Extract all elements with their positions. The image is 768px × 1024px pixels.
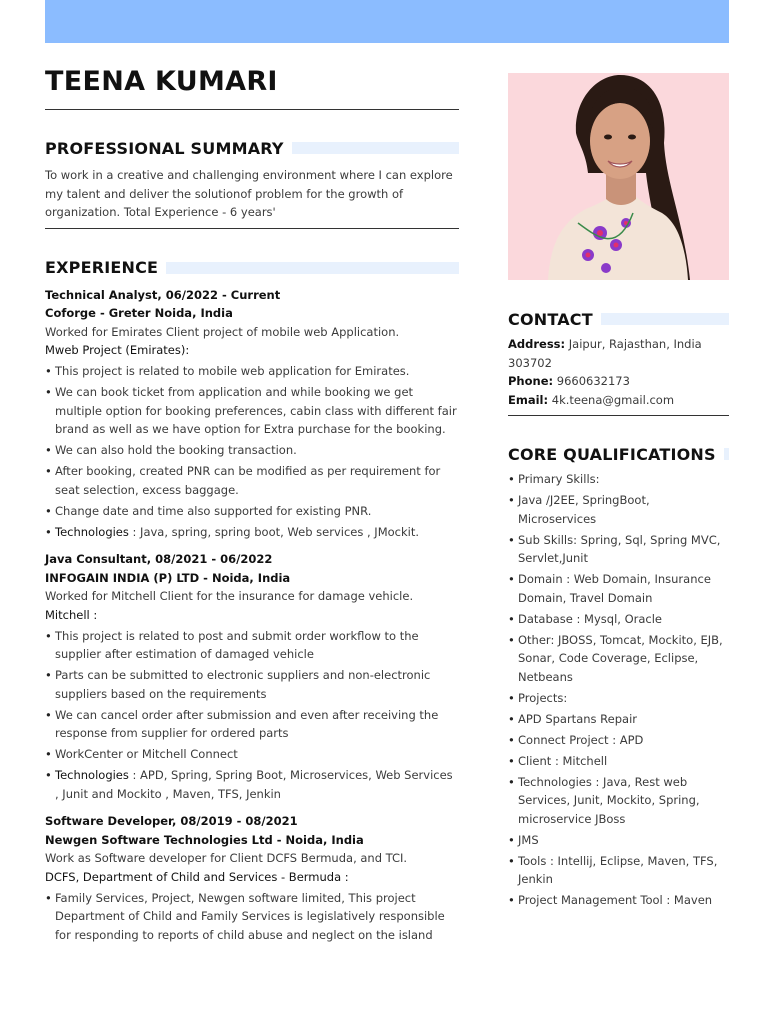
- job-dates: , 06/2022 - Current: [157, 287, 281, 302]
- contact-title: CONTACT: [508, 309, 593, 329]
- list-item: • Domain : Web Domain, Insurance Domain, Travel Domain: [508, 570, 729, 607]
- qualifications-title: CORE QUALIFICATIONS: [508, 444, 716, 464]
- list-item: • After booking, created PNR can be modified as per requirement for seat selection, excess baggage.: [45, 462, 459, 499]
- contact-details: [508, 335, 729, 409]
- qualifications-heading-fill: [724, 448, 729, 460]
- job-dates: , 08/2019 - 08/2021: [172, 814, 298, 828]
- job-bullets: [45, 889, 459, 945]
- list-item: • JMS: [508, 831, 729, 850]
- list-item: • Tools : Intellij, Eclipse, Maven, TFS, Jenkin: [508, 852, 729, 889]
- main-column: [45, 64, 459, 947]
- side-column: [508, 73, 729, 912]
- summary-heading-fill: [292, 142, 459, 154]
- list-item: • Other: JBOSS, Tomcat, Mockito, EJB, Sonar, Code Coverage, Eclipse, Netbeans: [508, 631, 729, 687]
- list-item: • Parts can be submitted to electronic suppliers and non-electronic suppliers based on the requirements: [45, 666, 459, 703]
- job-company: Coforge - Greter Noida, India: [45, 306, 233, 320]
- job-role: Software Developer: [45, 814, 173, 828]
- job-entry: [45, 812, 459, 944]
- job-bullets: [45, 627, 459, 804]
- summary-divider: [45, 228, 459, 229]
- job-entry: [45, 286, 459, 542]
- job-company: Newgen Software Technologies Ltd - Noida, India: [45, 832, 364, 847]
- contact-phone: Phone: 9660632173: [508, 374, 630, 388]
- contact-divider: [508, 415, 729, 416]
- list-item: • Sub Skills: Spring, Sql, Spring MVC, Servlet,Junit: [508, 531, 729, 568]
- job-project: Mitchell :: [45, 607, 98, 622]
- job-role: Java Consultant: [45, 552, 147, 566]
- list-item: • Client : Mitchell: [508, 752, 729, 771]
- contact-email[interactable]: Email: 4k.teena@gmail.com: [508, 392, 675, 407]
- job-title-line: [45, 812, 459, 831]
- job-role: Technical Analyst: [45, 287, 158, 302]
- header-accent-bar: [45, 0, 729, 43]
- job-company: INFOGAIN INDIA (P) LTD - Noida, India: [45, 570, 291, 585]
- summary-text: To work in a creative and challenging environment where I can explore my talent and deliver the solutionof problem for the growth of organization. Total Experience - 6 years': [45, 168, 453, 219]
- contact-heading: [508, 307, 729, 331]
- list-item: • We can book ticket from application and while booking we get multiple option for booking preferences, cabin class with different fair brand as well as we have option for Extra purchase for the booking.: [45, 383, 459, 439]
- contact-heading-fill: [601, 313, 729, 325]
- list-item: • WorkCenter or Mitchell Connect: [45, 745, 459, 764]
- list-item: • We can also hold the booking transaction.: [45, 441, 459, 460]
- job-description: Worked for Emirates Client project of mobile web Application.: [45, 324, 400, 339]
- profile-photo: [508, 73, 729, 280]
- job-description: Work as Software developer for Client DCFS Bermuda, and TCI.: [45, 851, 408, 865]
- experience-title: EXPERIENCE: [45, 258, 159, 277]
- list-item: • Technologies : Java, Rest web Services, Junit, Mockito, Spring, microservice JBoss: [508, 773, 729, 829]
- list-item: • Database : Mysql, Oracle: [508, 610, 729, 629]
- job-project: DCFS, Department of Child and Services - Bermuda :: [45, 869, 349, 884]
- list-item: • Project Management Tool : Maven: [508, 891, 729, 910]
- job-title-line: [45, 286, 459, 305]
- list-item-technologies: • Technologies : APD, Spring, Spring Boot, Microservices, Web Services , Junit and Mockito , Maven, TFS, Jenkin: [45, 766, 459, 803]
- list-item: • APD Spartans Repair: [508, 710, 729, 729]
- profile-photo-illustration: [508, 73, 729, 280]
- job-dates: , 08/2021 - 06/2022: [146, 552, 273, 566]
- list-item: • Primary Skills:: [508, 470, 729, 489]
- job-bullets: [45, 362, 459, 541]
- list-item: • This project is related to mobile web application for Emirates.: [45, 362, 459, 381]
- list-item: • Family Services, Project, Newgen software limited, This project Department of Child and Family Services is legislatively responsible for responding to reports of child abuse and neglect on the island: [45, 889, 459, 945]
- qualifications-list: [508, 470, 729, 910]
- list-item: • Change date and time also supported for existing PNR.: [45, 502, 459, 521]
- job-description: Worked for Mitchell Client for the insurance for damage vehicle.: [45, 589, 414, 603]
- job-title-line: [45, 550, 459, 569]
- summary-heading: [45, 136, 459, 160]
- job-entry: [45, 550, 459, 803]
- summary-title: PROFESSIONAL SUMMARY: [45, 138, 284, 158]
- job-project: Mweb Project (Emirates):: [45, 343, 190, 357]
- qualifications-heading: [508, 442, 729, 466]
- list-item: • This project is related to post and submit order workflow to the supplier after estimation of damaged vehicle: [45, 627, 459, 664]
- contact-address: Address: Jaipur, Rajasthan, India 303702: [508, 337, 702, 370]
- experience-heading-fill: [166, 262, 459, 274]
- list-item: • Java /J2EE, SpringBoot, Microservices: [508, 491, 729, 528]
- candidate-name: TEENA KUMARI: [45, 66, 278, 97]
- list-item-technologies: • Technologies : Java, spring, spring boot, Web services , JMockit.: [45, 523, 459, 542]
- list-item: • Connect Project : APD: [508, 731, 729, 750]
- list-item: • We can cancel order after submission and even after receiving the response from supplier for ordered parts: [45, 706, 459, 743]
- experience-heading: [45, 256, 459, 280]
- name-divider: [45, 109, 459, 110]
- list-item: • Projects:: [508, 689, 729, 708]
